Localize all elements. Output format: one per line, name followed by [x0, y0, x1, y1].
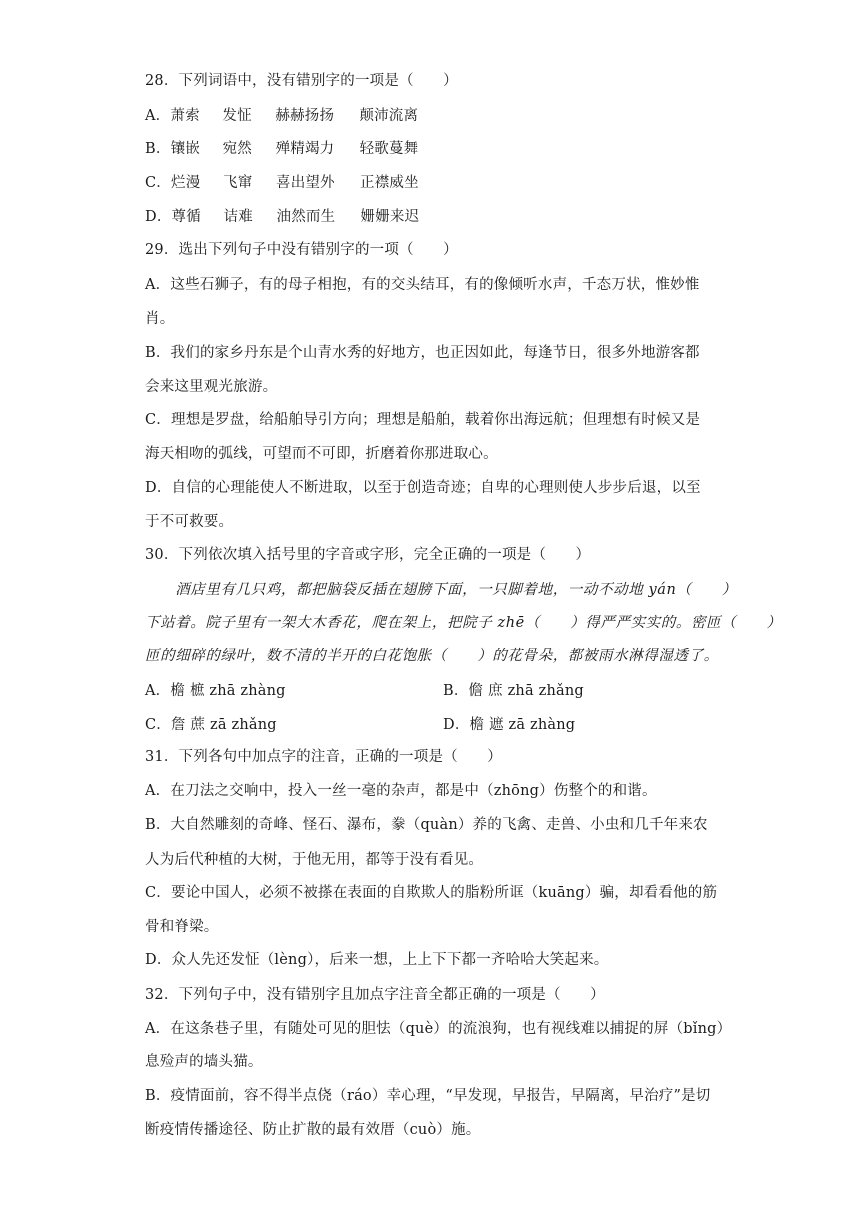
- q29-stem: 29．选出下列句子中没有错别字的一项（ ）: [145, 242, 458, 258]
- q28-option-d: D．尊循 诘难 油然而生 姗姗来迟: [145, 209, 420, 225]
- option-label: C．: [145, 175, 171, 191]
- q32-line: 断疫情传播途径、防止扩散的最有效厝（cuò）施。: [145, 1122, 481, 1138]
- q30-passage-line: 酒店里有几只鸡，都把脑袋反插在翅膀下面，一只脚着地，一动不动地 yán（ ）: [145, 582, 737, 598]
- q30-option-b: B．儋 庶 zhā zhǎng: [443, 683, 584, 699]
- q31-line: C．要论中国人，必须不被搽在表面的自欺欺人的脂粉所诓（kuāng）骗，却看看他的筋: [145, 885, 718, 901]
- q28-stem: 28．下列词语中，没有错别字的一项是（ ）: [145, 73, 458, 89]
- q29-line: D．自信的心理能使人不断进取，以至于创造奇迹；自卑的心理则使人步步后退，以至: [145, 480, 701, 496]
- q32-line: A．在这条巷子里，有随处可见的胆怯（què）的流浪狗，也有视线难以捕捉的屏（bǐng）: [145, 1021, 732, 1037]
- q31-line: B．大自然雕刻的奇峰、怪石、瀑布，豢（quàn）养的飞禽、走兽、小虫和几千年来农: [145, 817, 708, 833]
- option-label: D．: [145, 209, 172, 225]
- q30-option-c: C．詹 蔗 zā zhǎng: [145, 717, 277, 733]
- q30-passage-line: 下站着。院子里有一架大木香花，爬在架上，把院子 zhē（ ）得严严实实的。密匝（ ）: [145, 615, 782, 631]
- q32-line: B．疫情面前，容不得半点侥（ráo）幸心理，“早发现，早报告，早隔离，早治疗”是切: [145, 1088, 711, 1104]
- q30-option-a: A．檐 樜 zhā zhàng: [145, 683, 286, 699]
- option-label: B．: [145, 141, 171, 157]
- q29-line: A．这些石狮子，有的母子相抱，有的交头结耳，有的像倾听水声，千态万状，惟妙惟: [145, 277, 700, 293]
- q29-line: 海天相吻的弧线，可望而不可即，折磨着你那进取心。: [145, 446, 498, 462]
- q30-stem: 30．下列依次填入括号里的字音或字形，完全正确的一项是（ ）: [145, 547, 591, 563]
- q32-line: 息殓声的墙头猫。: [145, 1054, 263, 1070]
- q31-stem: 31．下列各句中加点字的注音，正确的一项是（ ）: [145, 749, 502, 765]
- q28-option-b: B．镶嵌 宛然 殚精竭力 轻歌蔓舞: [145, 141, 419, 157]
- q29-line: 于不可救要。: [145, 514, 234, 530]
- q30-passage-line: 匝的细碎的绿叶，数不清的半开的白花饱胀（ ）的花骨朵，都被雨水淋得湿透了。: [145, 648, 719, 664]
- q30-option-d: D．檐 遮 zā zhàng: [443, 717, 576, 733]
- q32-stem: 32．下列句子中，没有错别字且加点字注音全都正确的一项是（ ）: [145, 987, 605, 1003]
- q29-line: 会来这里观光旅游。: [145, 379, 278, 395]
- q31-line: 骨和脊梁。: [145, 919, 219, 935]
- q29-line: C．理想是罗盘，给船舶导引方向；理想是船舶，载着你出海远航；但理想有时候又是: [145, 412, 701, 428]
- q31-line: 人为后代种植的大树，于他无用，都等于没有看见。: [145, 852, 484, 868]
- q28-option-c: C．烂漫 飞窜 喜出望外 正襟威坐: [145, 175, 419, 191]
- q31-line: D．众人先还发怔（lèng），后来一想，上上下下都一齐哈哈大笑起来。: [145, 952, 609, 968]
- q31-line: A．在刀法之交响中，投入一丝一毫的杂声，都是中（zhōng）伤整个的和谐。: [145, 783, 657, 799]
- q28-option-a: A．萧索 发怔 赫赫扬扬 颠沛流离: [145, 108, 419, 124]
- option-label: A．: [145, 108, 171, 124]
- q29-line: B．我们的家乡丹东是个山青水秀的好地方，也正因如此，每逢节日，很多外地游客都: [145, 345, 700, 361]
- q29-line: 肖。: [145, 311, 175, 327]
